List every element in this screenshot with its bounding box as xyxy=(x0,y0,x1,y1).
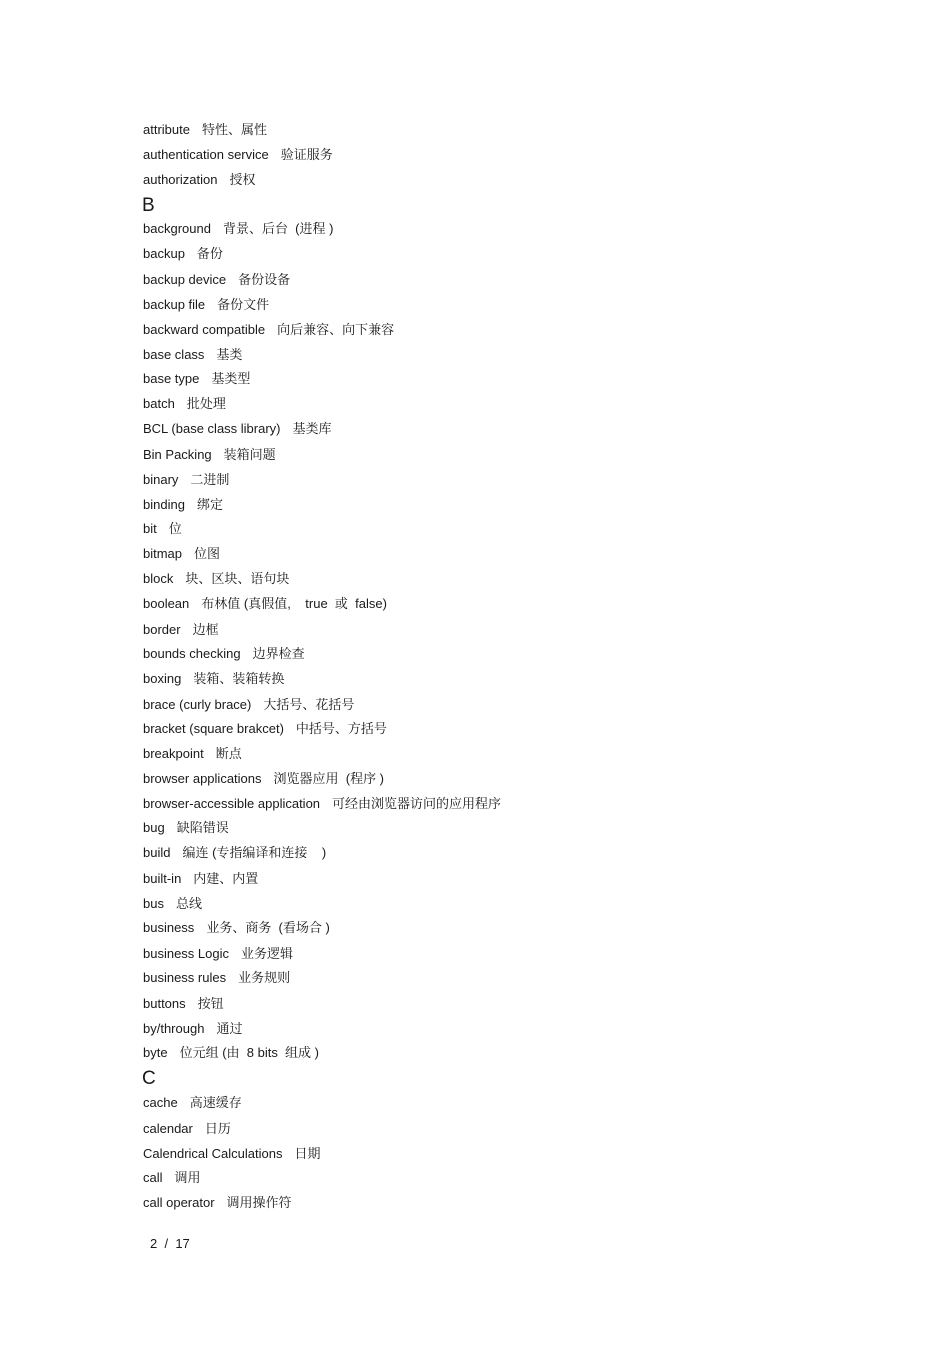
entry-term: call operator xyxy=(143,1195,215,1210)
entry-translation: 可经由浏览器访问的应用程序 xyxy=(332,796,502,811)
entry-term: authorization xyxy=(143,172,218,187)
glossary-entry xyxy=(143,746,242,762)
glossary-entry xyxy=(143,521,182,537)
entry-term: attribute xyxy=(143,122,190,137)
entry-translation: 断点 xyxy=(215,746,242,761)
entry-translation: 装箱、装箱转换 xyxy=(193,671,285,686)
page-separator: / xyxy=(164,1236,169,1251)
entry-translation: 块、区块、语句块 xyxy=(185,571,290,586)
glossary-entry xyxy=(143,596,387,612)
entry-translation: 位 xyxy=(168,521,182,536)
entry-term: build xyxy=(143,845,171,860)
entry-term: authentication service xyxy=(143,147,269,162)
entry-term: calendar xyxy=(143,1121,193,1136)
entry-term: call xyxy=(143,1170,163,1185)
glossary-entry xyxy=(143,147,333,163)
glossary-entry xyxy=(143,920,330,936)
glossary-entry xyxy=(143,497,223,513)
glossary-entry xyxy=(143,297,269,313)
entry-translation: 基类 xyxy=(216,347,243,362)
glossary-entry xyxy=(143,221,333,237)
entry-term: byte xyxy=(143,1045,168,1060)
entry-term: bit xyxy=(143,521,157,536)
entry-term: browser applications xyxy=(143,771,262,786)
entry-translation: 批处理 xyxy=(186,396,226,411)
glossary-entry xyxy=(143,646,305,662)
entry-term: BCL (base class library) xyxy=(143,421,281,436)
entry-translation: 业务规则 xyxy=(238,970,291,985)
entry-term: breakpoint xyxy=(143,746,204,761)
entry-translation: 背景、后台 (进程 ) xyxy=(222,221,334,236)
glossary-entry xyxy=(143,421,332,437)
total-pages: 17 xyxy=(175,1236,190,1251)
glossary-entry xyxy=(143,571,289,587)
entry-translation: 位元组 (由 8 bits 组成 ) xyxy=(179,1045,319,1060)
glossary-entry xyxy=(143,371,250,387)
entry-translation: 总线 xyxy=(175,896,202,911)
entry-translation: 按钮 xyxy=(197,996,224,1011)
entry-translation: 备份文件 xyxy=(217,297,270,312)
section-letter-b: B xyxy=(142,195,155,216)
entry-translation: 验证服务 xyxy=(280,147,333,162)
entry-translation: 基类型 xyxy=(211,371,251,386)
glossary-entry xyxy=(143,447,276,463)
glossary-entry xyxy=(143,322,394,338)
glossary-entry xyxy=(143,122,267,138)
entry-translation: 业务、商务 (看场合 ) xyxy=(206,920,330,935)
glossary-entry xyxy=(143,246,223,262)
entry-term: boolean xyxy=(143,596,190,611)
entry-term: browser-accessible application xyxy=(143,796,321,811)
entry-translation: 中括号、方括号 xyxy=(295,721,387,736)
entry-term: built-in xyxy=(143,871,182,886)
entry-translation: 特性、属性 xyxy=(201,122,267,137)
current-page: 2 xyxy=(150,1236,158,1251)
glossary-entry xyxy=(143,1045,319,1061)
entry-term: background xyxy=(143,221,211,236)
entry-translation: 位图 xyxy=(194,546,221,561)
entry-translation: 编连 (专指编译和连接 ) xyxy=(182,845,327,860)
entry-term: Calendrical Calculations xyxy=(143,1146,283,1161)
glossary-entry xyxy=(143,1146,320,1162)
glossary-entry xyxy=(143,1170,201,1186)
glossary-entry xyxy=(143,1195,292,1211)
entry-translation: 基类库 xyxy=(292,421,332,436)
entry-term: cache xyxy=(143,1095,178,1110)
glossary-entry xyxy=(143,721,387,737)
entry-term: base type xyxy=(143,371,200,386)
glossary-entry xyxy=(143,671,284,687)
glossary-entry xyxy=(143,796,501,812)
entry-term: block xyxy=(143,571,174,586)
entry-term: backward compatible xyxy=(143,322,266,337)
entry-translation: 授权 xyxy=(229,172,256,187)
entry-translation: 浏览器应用 (程序 ) xyxy=(273,771,385,786)
entry-translation: 高速缓存 xyxy=(189,1095,242,1110)
glossary-entry xyxy=(143,396,226,412)
entry-term: backup device xyxy=(143,272,227,287)
entry-term: boxing xyxy=(143,671,182,686)
entry-term: bitmap xyxy=(143,546,183,561)
entry-term: base class xyxy=(143,347,205,362)
entry-translation: 绑定 xyxy=(196,497,223,512)
entry-translation: 大括号、花括号 xyxy=(263,697,355,712)
glossary-entry xyxy=(143,771,384,787)
entry-term: bounds checking xyxy=(143,646,241,661)
entry-term: batch xyxy=(143,396,175,411)
glossary-entry xyxy=(143,622,219,638)
entry-translation: 备份设备 xyxy=(238,272,291,287)
glossary-entry xyxy=(143,172,255,188)
glossary-entry xyxy=(143,472,229,488)
glossary-entry xyxy=(143,272,290,288)
entry-term: border xyxy=(143,622,181,637)
entry-translation: 备份 xyxy=(196,246,223,261)
glossary-entry xyxy=(143,820,229,836)
entry-translation: 通过 xyxy=(216,1021,243,1036)
section-letter-c: C xyxy=(142,1068,156,1089)
entry-term: backup xyxy=(143,246,185,261)
entry-term: brace (curly brace) xyxy=(143,697,252,712)
glossary-entry xyxy=(143,347,242,363)
entry-term: business Logic xyxy=(143,946,229,961)
glossary-entry xyxy=(143,546,220,562)
glossary-entry xyxy=(143,697,354,713)
glossary-entry xyxy=(143,1121,231,1137)
glossary-entry xyxy=(143,896,202,912)
entry-translation: 向后兼容、向下兼容 xyxy=(277,322,395,337)
entry-translation: 边框 xyxy=(192,622,219,637)
entry-translation: 调用操作符 xyxy=(226,1195,292,1210)
entry-translation: 调用 xyxy=(174,1170,201,1185)
glossary-entry xyxy=(143,845,326,861)
entry-translation: 日历 xyxy=(204,1121,231,1136)
entry-translation: 日期 xyxy=(294,1146,321,1161)
entry-term: binding xyxy=(143,497,185,512)
glossary-entry xyxy=(143,871,258,887)
glossary-entry xyxy=(143,996,224,1012)
entry-translation: 二进制 xyxy=(190,472,230,487)
entry-translation: 边界检查 xyxy=(252,646,305,661)
entry-term: bracket (square brakcet) xyxy=(143,721,284,736)
entry-term: backup file xyxy=(143,297,206,312)
glossary-entry xyxy=(143,946,293,962)
glossary-entry xyxy=(143,1021,242,1037)
entry-translation: 装箱问题 xyxy=(223,447,276,462)
entry-term: by/through xyxy=(143,1021,205,1036)
glossary-entry xyxy=(143,1095,242,1111)
entry-term: bug xyxy=(143,820,165,835)
entry-translation: 缺陷错误 xyxy=(176,820,229,835)
entry-term: business rules xyxy=(143,970,227,985)
entry-translation: 业务逻辑 xyxy=(241,946,294,961)
entry-term: bus xyxy=(143,896,164,911)
entry-term: buttons xyxy=(143,996,186,1011)
entry-translation: 布林值 (真假值, true 或 false) xyxy=(201,596,387,611)
glossary-entry xyxy=(143,970,290,986)
entry-term: binary xyxy=(143,472,179,487)
entry-term: Bin Packing xyxy=(143,447,212,462)
entry-translation: 内建、内置 xyxy=(193,871,259,886)
page-number xyxy=(150,1236,190,1252)
entry-term: business xyxy=(143,920,195,935)
